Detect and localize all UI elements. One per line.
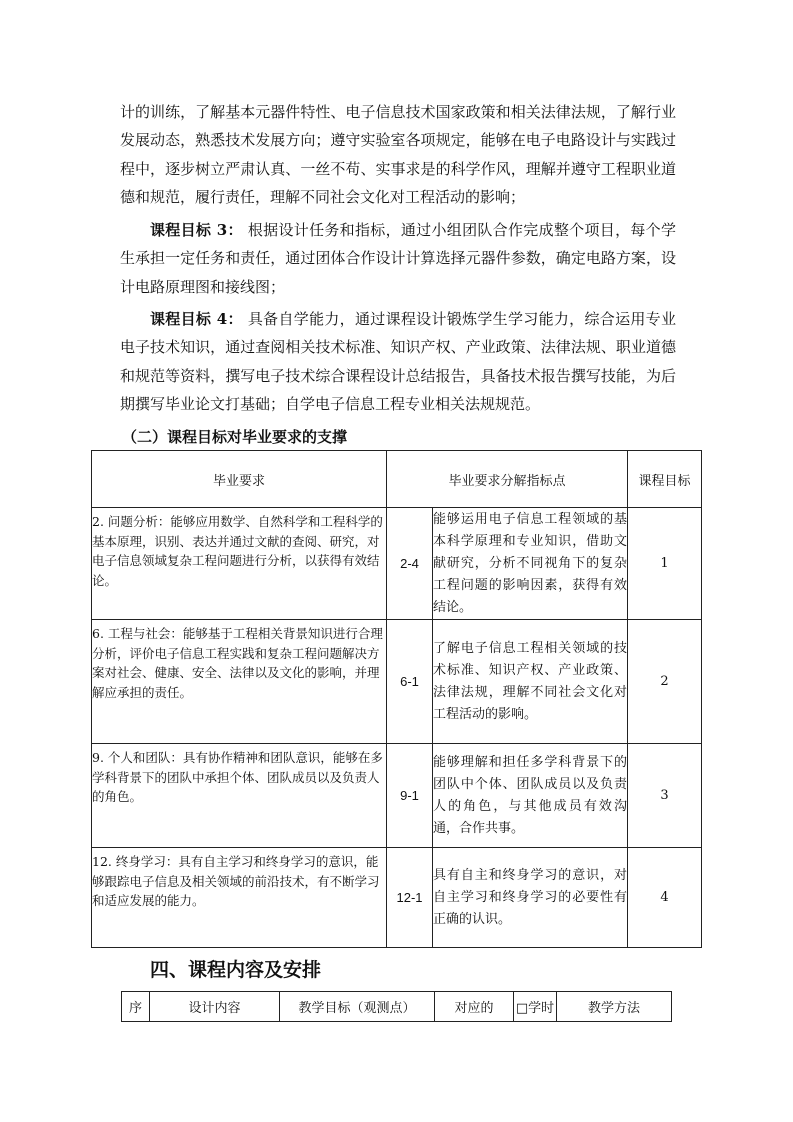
header-design-content: 设计内容: [150, 992, 280, 1022]
paragraph-text: 计的训练，了解基本元器件特性、电子信息技术国家政策和相关法律法规，了解行业发展动态，熟悉技术发展方向；遵守实验室各项规定，能够在电子电路设计与实践过程中，逐步树立严肃认真、一丝不苟、实事求是的科学作风，理解并遵守工程职业道德和规范，履行责任，理解不同社会文化对工程活动的影响；: [120, 103, 676, 207]
header-requirement: 毕业要求: [92, 451, 387, 508]
header-index: 序: [122, 992, 150, 1022]
course-goal-cell: 3: [628, 744, 702, 848]
requirement-cell: 9. 个人和团队：具有协作精神和团队意识，能够在多学科背景下的团队中承担个体、团队成员以及负责人的角色。: [92, 744, 387, 848]
indicator-code-cell: 2-4: [387, 508, 433, 620]
course-goal-3: [120, 216, 676, 301]
indicator-cell: 能够运用电子信息工程领域的基本科学原理和专业知识，借助文献研究，分析不同视角下的复杂工程问题的影响因素，获得有效结论。: [433, 508, 628, 620]
header-indicator: 毕业要求分解指标点: [387, 451, 628, 508]
indicator-code-cell: 6-1: [387, 620, 433, 744]
table-row: [92, 848, 702, 948]
header-course-goal: 课程目标: [628, 451, 702, 508]
course-goal-2-continued: [120, 98, 676, 212]
course-goal-3-label: 课程目标 3：: [150, 221, 243, 239]
course-goal-cell: 4: [628, 848, 702, 948]
section-title-content: 四、课程内容及安排: [150, 959, 322, 981]
indicator-cell: 能够理解和担任多学科背景下的团队中个体、团队成员以及负责人的角色，与其他成员有效沟通，合作共事。: [433, 744, 628, 848]
course-goal-4: [120, 305, 676, 419]
indicator-cell: 了解电子信息工程相关领域的技术标准、知识产权、产业政策、法律法规，理解不同社会文化对工程活动的影响。: [433, 620, 628, 744]
course-goal-4-label: 课程目标 4：: [150, 310, 243, 328]
table-header-row: [92, 451, 702, 508]
course-goal-cell: 1: [628, 508, 702, 620]
section-title-support: （二）课程目标对毕业要求的支撑: [122, 428, 348, 446]
header-corresponding: 对应的: [435, 992, 514, 1022]
indicator-cell: 具有自主和终身学习的意识，对自主学习和终身学习的必要性有正确的认识。: [433, 848, 628, 948]
table-header-row: [122, 992, 672, 1022]
header-hours: □学时: [514, 992, 557, 1022]
requirement-cell: 2. 问题分析：能够应用数学、自然科学和工程科学的基本原理，识别、表达并通过文献的查阅、研究，对电子信息领域复杂工程问题进行分析，以获得有效结论。: [92, 508, 387, 620]
paragraph-text: 根据设计任务和指标，通过小组团队合作完成整个项目，每个学生承担一定任务和责任，通过团体合作设计计算选择元器件参数，确定电路方案，设计电路原理图和接线图；: [120, 221, 676, 296]
indicator-code-cell: 12-1: [387, 848, 433, 948]
indicator-code-cell: 9-1: [387, 744, 433, 848]
header-teaching-method: 教学方法: [557, 992, 672, 1022]
support-table: [91, 450, 702, 948]
table-row: [92, 508, 702, 620]
table-row: [92, 620, 702, 744]
course-goal-cell: 2: [628, 620, 702, 744]
content-table: [121, 991, 672, 1022]
paragraph-text: 具备自学能力，通过课程设计锻炼学生学习能力，综合运用专业电子技术知识，通过查阅相关技术标准、知识产权、产业政策、法律法规、职业道德和规范等资料，撰写电子技术综合课程设计总结报告，具备技术报告撰写技能，为后期撰写毕业论文打基础；自学电子信息工程专业相关法规规范。: [120, 310, 676, 414]
table-row: [92, 744, 702, 848]
requirement-cell: 12. 终身学习：具有自主学习和终身学习的意识，能够跟踪电子信息及相关领域的前沿技术，有不断学习和适应发展的能力。: [92, 848, 387, 948]
requirement-cell: 6. 工程与社会：能够基于工程相关背景知识进行合理分析，评价电子信息工程实践和复杂工程问题解决方案对社会、健康、安全、法律以及文化的影响，并理解应承担的责任。: [92, 620, 387, 744]
header-teaching-goal: 教学目标（观测点）: [280, 992, 435, 1022]
